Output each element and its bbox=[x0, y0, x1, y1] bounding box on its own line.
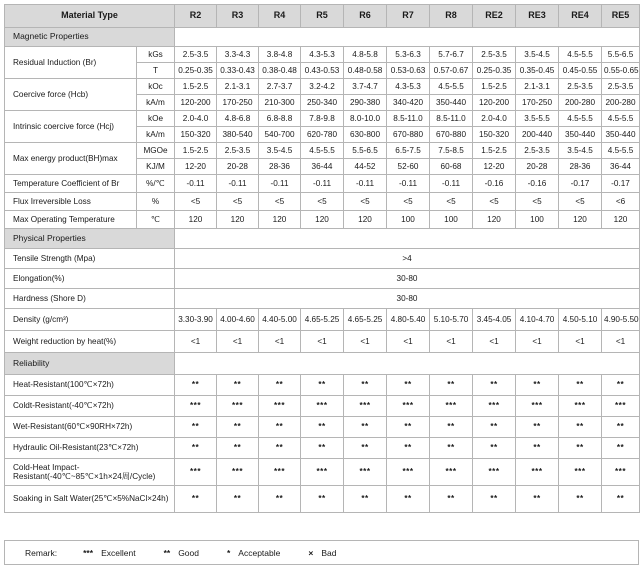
value-cell: -0.11 bbox=[301, 175, 344, 193]
value-cell: 670-880 bbox=[430, 127, 473, 143]
value-cell: 0.25-0.35 bbox=[473, 63, 516, 79]
value-cell: 2.0-4.0 bbox=[175, 111, 217, 127]
value-cell: 3.45-4.05 bbox=[473, 309, 516, 331]
value-cell: 350-440 bbox=[602, 127, 640, 143]
value-cell: 120 bbox=[602, 211, 640, 229]
header-grade: R4 bbox=[259, 5, 301, 28]
value-cell: 0.48-0.58 bbox=[344, 63, 387, 79]
value-cell: ** bbox=[430, 375, 473, 396]
remark-symbol: × bbox=[308, 547, 314, 558]
value-cell: 1.5-2.5 bbox=[175, 143, 217, 159]
section-reliability bbox=[5, 353, 640, 375]
value-cell: *** bbox=[301, 396, 344, 417]
reliability-row bbox=[5, 486, 640, 513]
value-cell: ** bbox=[175, 417, 217, 438]
section-filler bbox=[175, 28, 640, 47]
value-cell: ** bbox=[559, 486, 602, 513]
property-label: Weight reduction by heat(%) bbox=[5, 331, 175, 353]
value-cell: ** bbox=[473, 486, 516, 513]
value-cell: -0.16 bbox=[473, 175, 516, 193]
value-cell: ** bbox=[217, 438, 259, 459]
value-cell: -0.11 bbox=[217, 175, 259, 193]
reliability-row bbox=[5, 459, 640, 486]
remark-legend bbox=[4, 540, 639, 565]
value-cell: <1 bbox=[217, 331, 259, 353]
value-cell: 4.3-5.3 bbox=[301, 47, 344, 63]
value-cell: <1 bbox=[301, 331, 344, 353]
value-cell: 4.90-5.50 bbox=[602, 309, 640, 331]
value-cell: ** bbox=[516, 486, 559, 513]
unit-cell: kOe bbox=[137, 111, 175, 127]
property-label: Temperature Coefficient of Br bbox=[5, 175, 137, 193]
value-cell: 0.33-0.43 bbox=[217, 63, 259, 79]
physical-row bbox=[5, 309, 640, 331]
unit-cell: ℃ bbox=[137, 211, 175, 229]
value-cell: 200-440 bbox=[516, 127, 559, 143]
value-cell: -0.11 bbox=[344, 175, 387, 193]
value-cell: 2.5-3.5 bbox=[559, 79, 602, 95]
unit-cell: % bbox=[137, 193, 175, 211]
header-grade: RE2 bbox=[473, 5, 516, 28]
header-grade: R5 bbox=[301, 5, 344, 28]
property-label: Density (g/cm³) bbox=[5, 309, 175, 331]
value-cell: <1 bbox=[473, 331, 516, 353]
section-title: Magnetic Properties bbox=[5, 28, 175, 47]
value-cell: 120 bbox=[259, 211, 301, 229]
value-cell: ** bbox=[259, 438, 301, 459]
value-cell: <5 bbox=[387, 193, 430, 211]
unit-cell: kA/m bbox=[137, 95, 175, 111]
physical-row bbox=[5, 289, 640, 309]
value-cell: 290-380 bbox=[344, 95, 387, 111]
section-title: Reliability bbox=[5, 353, 175, 375]
value-cell: ** bbox=[430, 438, 473, 459]
remark-symbol: ** bbox=[163, 547, 171, 558]
value-cell: ** bbox=[516, 375, 559, 396]
value-cell: 100 bbox=[387, 211, 430, 229]
value-cell: 2.5-3.5 bbox=[602, 79, 640, 95]
value-cell: 4.50-5.10 bbox=[559, 309, 602, 331]
value-cell: 4.5-5.5 bbox=[602, 111, 640, 127]
value-cell: 2.1-3.1 bbox=[217, 79, 259, 95]
property-label: Soaking in Salt Water(25℃×5%NaCl×24h) bbox=[5, 486, 175, 513]
header-grade: R7 bbox=[387, 5, 430, 28]
value-cell: 0.53-0.63 bbox=[387, 63, 430, 79]
value-cell: 3.8-4.8 bbox=[259, 47, 301, 63]
unit-cell: MGOe bbox=[137, 143, 175, 159]
value-cell: 150-320 bbox=[473, 127, 516, 143]
magnetic-row bbox=[5, 111, 640, 127]
property-label: Intrinsic coercive force (Hcj) bbox=[5, 111, 137, 143]
value-cell: 3.2-4.2 bbox=[301, 79, 344, 95]
magnetic-row bbox=[5, 79, 640, 95]
value-cell: 4.10-4.70 bbox=[516, 309, 559, 331]
remark-symbol: *** bbox=[83, 547, 94, 558]
magnetic-row bbox=[5, 211, 640, 229]
value-cell: 2.5-3.5 bbox=[175, 47, 217, 63]
value-cell: ** bbox=[217, 486, 259, 513]
value-cell: <1 bbox=[430, 331, 473, 353]
value-cell: ** bbox=[301, 438, 344, 459]
value-cell: ** bbox=[559, 438, 602, 459]
header-grade: R2 bbox=[175, 5, 217, 28]
header-grade: RE4 bbox=[559, 5, 602, 28]
value-cell: ** bbox=[387, 438, 430, 459]
value-cell: *** bbox=[387, 396, 430, 417]
value-cell: 2.1-3.1 bbox=[516, 79, 559, 95]
physical-row bbox=[5, 249, 640, 269]
value-cell: -0.11 bbox=[430, 175, 473, 193]
value-cell: 3.5-4.5 bbox=[559, 143, 602, 159]
property-label: Hydraulic Oil-Resistant(23℃×72h) bbox=[5, 438, 175, 459]
value-cell: *** bbox=[301, 459, 344, 486]
value-cell: <5 bbox=[559, 193, 602, 211]
remark-label: Excellent bbox=[101, 547, 136, 558]
value-cell: *** bbox=[344, 396, 387, 417]
value-cell: 3.7-4.7 bbox=[344, 79, 387, 95]
property-label: Coercive force (Hcb) bbox=[5, 79, 137, 111]
value-cell: <5 bbox=[301, 193, 344, 211]
value-cell: *** bbox=[175, 396, 217, 417]
value-cell: *** bbox=[430, 459, 473, 486]
value-cell: ** bbox=[387, 375, 430, 396]
value-cell: 350-440 bbox=[559, 127, 602, 143]
value-cell: 120 bbox=[175, 211, 217, 229]
value-cell: 7.8-9.8 bbox=[301, 111, 344, 127]
value-cell: -0.11 bbox=[259, 175, 301, 193]
value-cell: ** bbox=[602, 438, 640, 459]
value-cell: 8.0-10.0 bbox=[344, 111, 387, 127]
merged-value: >4 bbox=[175, 249, 640, 269]
remark-symbol: * bbox=[226, 547, 231, 558]
value-cell: ** bbox=[344, 375, 387, 396]
value-cell: ** bbox=[387, 417, 430, 438]
value-cell: ** bbox=[217, 417, 259, 438]
value-cell: 670-880 bbox=[387, 127, 430, 143]
value-cell: 150-320 bbox=[175, 127, 217, 143]
value-cell: 540-700 bbox=[259, 127, 301, 143]
header-row bbox=[5, 5, 640, 28]
value-cell: *** bbox=[259, 459, 301, 486]
property-label: Max Operating Temperature bbox=[5, 211, 137, 229]
property-label: Cold-Heat Impact-Resistant(-40℃~85℃×1h×24周/Cycle) bbox=[5, 459, 175, 486]
property-label: Max energy product(BH)max bbox=[5, 143, 137, 175]
value-cell: 1.5-2.5 bbox=[175, 79, 217, 95]
value-cell: <1 bbox=[175, 331, 217, 353]
value-cell: <1 bbox=[516, 331, 559, 353]
value-cell: 8.5-11.0 bbox=[430, 111, 473, 127]
section-physical bbox=[5, 229, 640, 249]
section-filler bbox=[175, 229, 640, 249]
unit-cell: kA/m bbox=[137, 127, 175, 143]
section-magnetic bbox=[5, 28, 640, 47]
value-cell: 44-52 bbox=[344, 159, 387, 175]
value-cell: <1 bbox=[344, 331, 387, 353]
remark-title: Remark: bbox=[25, 547, 58, 558]
value-cell: <1 bbox=[259, 331, 301, 353]
value-cell: ** bbox=[344, 417, 387, 438]
section-filler bbox=[175, 353, 640, 375]
value-cell: *** bbox=[473, 459, 516, 486]
value-cell: 120 bbox=[473, 211, 516, 229]
value-cell: 12-20 bbox=[473, 159, 516, 175]
value-cell: ** bbox=[175, 486, 217, 513]
value-cell: 0.43-0.53 bbox=[301, 63, 344, 79]
value-cell: 4.80-5.40 bbox=[387, 309, 430, 331]
value-cell: 4.65-5.25 bbox=[301, 309, 344, 331]
value-cell: 4.40-5.00 bbox=[259, 309, 301, 331]
value-cell: <5 bbox=[473, 193, 516, 211]
value-cell: 0.35-0.45 bbox=[516, 63, 559, 79]
value-cell: 0.57-0.67 bbox=[430, 63, 473, 79]
magnetic-row bbox=[5, 47, 640, 63]
value-cell: ** bbox=[259, 486, 301, 513]
value-cell: 120-200 bbox=[175, 95, 217, 111]
property-label: Elongation(%) bbox=[5, 269, 175, 289]
value-cell: ** bbox=[344, 486, 387, 513]
merged-value: 30-80 bbox=[175, 289, 640, 309]
value-cell: 5.7-6.7 bbox=[430, 47, 473, 63]
reliability-row bbox=[5, 375, 640, 396]
value-cell: 340-420 bbox=[387, 95, 430, 111]
reliability-row bbox=[5, 396, 640, 417]
value-cell: 120 bbox=[217, 211, 259, 229]
value-cell: ** bbox=[259, 375, 301, 396]
remark-label: Acceptable bbox=[238, 547, 281, 558]
value-cell: ** bbox=[473, 438, 516, 459]
value-cell: 3.3-4.3 bbox=[217, 47, 259, 63]
magnetic-row bbox=[5, 143, 640, 159]
value-cell: <5 bbox=[516, 193, 559, 211]
value-cell: <1 bbox=[387, 331, 430, 353]
value-cell: 28-36 bbox=[259, 159, 301, 175]
value-cell: 2.5-3.5 bbox=[473, 47, 516, 63]
reliability-row bbox=[5, 417, 640, 438]
merged-value: 30-80 bbox=[175, 269, 640, 289]
value-cell: 630-800 bbox=[344, 127, 387, 143]
value-cell: <5 bbox=[259, 193, 301, 211]
value-cell: ** bbox=[430, 417, 473, 438]
value-cell: ** bbox=[344, 438, 387, 459]
value-cell: 20-28 bbox=[516, 159, 559, 175]
value-cell: *** bbox=[175, 459, 217, 486]
value-cell: 5.5-6.5 bbox=[602, 47, 640, 63]
property-label: Heat-Resistant(100℃×72h) bbox=[5, 375, 175, 396]
property-label: Tensile Strength (Mpa) bbox=[5, 249, 175, 269]
value-cell: 2.7-3.7 bbox=[259, 79, 301, 95]
value-cell: 120-200 bbox=[473, 95, 516, 111]
value-cell: ** bbox=[473, 375, 516, 396]
value-cell: ** bbox=[301, 486, 344, 513]
remark-label: Good bbox=[178, 547, 199, 558]
value-cell: 60-68 bbox=[430, 159, 473, 175]
value-cell: ** bbox=[301, 375, 344, 396]
property-label: Wet-Resistant(60℃×90RH×72h) bbox=[5, 417, 175, 438]
value-cell: *** bbox=[473, 396, 516, 417]
value-cell: 120 bbox=[559, 211, 602, 229]
value-cell: *** bbox=[602, 396, 640, 417]
value-cell: 3.5-5.5 bbox=[516, 111, 559, 127]
value-cell: ** bbox=[559, 375, 602, 396]
value-cell: 200-280 bbox=[602, 95, 640, 111]
value-cell: 1.5-2.5 bbox=[473, 79, 516, 95]
value-cell: 20-28 bbox=[217, 159, 259, 175]
value-cell: 0.25-0.35 bbox=[175, 63, 217, 79]
value-cell: 3.5-4.5 bbox=[516, 47, 559, 63]
value-cell: ** bbox=[516, 417, 559, 438]
value-cell: <5 bbox=[217, 193, 259, 211]
header-material-type: Material Type bbox=[5, 5, 175, 28]
value-cell: <1 bbox=[602, 331, 640, 353]
header-grade: R3 bbox=[217, 5, 259, 28]
value-cell: 120 bbox=[344, 211, 387, 229]
value-cell: 12-20 bbox=[175, 159, 217, 175]
value-cell: 4.5-5.5 bbox=[602, 143, 640, 159]
value-cell: -0.11 bbox=[387, 175, 430, 193]
value-cell: 52-60 bbox=[387, 159, 430, 175]
properties-table bbox=[4, 4, 640, 513]
value-cell: 4.5-5.5 bbox=[301, 143, 344, 159]
value-cell: ** bbox=[301, 417, 344, 438]
value-cell: *** bbox=[602, 459, 640, 486]
value-cell: 36-44 bbox=[602, 159, 640, 175]
header-grade: R8 bbox=[430, 5, 473, 28]
value-cell: 2.5-3.5 bbox=[217, 143, 259, 159]
value-cell: -0.17 bbox=[602, 175, 640, 193]
value-cell: <5 bbox=[175, 193, 217, 211]
value-cell: 170-250 bbox=[217, 95, 259, 111]
value-cell: *** bbox=[559, 396, 602, 417]
value-cell: *** bbox=[387, 459, 430, 486]
value-cell: -0.11 bbox=[175, 175, 217, 193]
value-cell: *** bbox=[259, 396, 301, 417]
remark-label: Bad bbox=[321, 547, 337, 558]
unit-cell: KJ/M bbox=[137, 159, 175, 175]
value-cell: *** bbox=[430, 396, 473, 417]
value-cell: <5 bbox=[344, 193, 387, 211]
value-cell: 4.5-5.5 bbox=[430, 79, 473, 95]
value-cell: 100 bbox=[516, 211, 559, 229]
value-cell: ** bbox=[175, 375, 217, 396]
value-cell: <6 bbox=[602, 193, 640, 211]
value-cell: 3.5-4.5 bbox=[259, 143, 301, 159]
value-cell: 28-36 bbox=[559, 159, 602, 175]
value-cell: 4.8-6.8 bbox=[217, 111, 259, 127]
magnetic-row bbox=[5, 175, 640, 193]
value-cell: 6.8-8.8 bbox=[259, 111, 301, 127]
value-cell: 170-250 bbox=[516, 95, 559, 111]
value-cell: ** bbox=[602, 375, 640, 396]
value-cell: <5 bbox=[430, 193, 473, 211]
value-cell: *** bbox=[516, 459, 559, 486]
value-cell: *** bbox=[559, 459, 602, 486]
property-label: Flux Irreversible Loss bbox=[5, 193, 137, 211]
header-grade: R6 bbox=[344, 5, 387, 28]
value-cell: ** bbox=[259, 417, 301, 438]
value-cell: ** bbox=[559, 417, 602, 438]
value-cell: ** bbox=[602, 486, 640, 513]
unit-cell: kGs bbox=[137, 47, 175, 63]
value-cell: *** bbox=[217, 396, 259, 417]
magnetic-row bbox=[5, 193, 640, 211]
value-cell: 210-300 bbox=[259, 95, 301, 111]
value-cell: 36-44 bbox=[301, 159, 344, 175]
value-cell: -0.16 bbox=[516, 175, 559, 193]
value-cell: *** bbox=[344, 459, 387, 486]
value-cell: 620-780 bbox=[301, 127, 344, 143]
physical-row bbox=[5, 269, 640, 289]
physical-row bbox=[5, 331, 640, 353]
property-label: Coldt-Resistant(-40℃×72h) bbox=[5, 396, 175, 417]
value-cell: 0.45-0.55 bbox=[559, 63, 602, 79]
unit-cell: kOc bbox=[137, 79, 175, 95]
value-cell: 120 bbox=[301, 211, 344, 229]
value-cell: 3.30-3.90 bbox=[175, 309, 217, 331]
section-title: Physical Properties bbox=[5, 229, 175, 249]
value-cell: <1 bbox=[559, 331, 602, 353]
value-cell: 1.5-2.5 bbox=[473, 143, 516, 159]
value-cell: ** bbox=[430, 486, 473, 513]
value-cell: 7.5-8.5 bbox=[430, 143, 473, 159]
value-cell: ** bbox=[473, 417, 516, 438]
value-cell: 4.5-5.5 bbox=[559, 111, 602, 127]
value-cell: *** bbox=[516, 396, 559, 417]
property-label: Residual Induction (Br) bbox=[5, 47, 137, 79]
value-cell: 250-340 bbox=[301, 95, 344, 111]
value-cell: 8.5-11.0 bbox=[387, 111, 430, 127]
header-grade: RE3 bbox=[516, 5, 559, 28]
value-cell: 200-280 bbox=[559, 95, 602, 111]
value-cell: 5.5-6.5 bbox=[344, 143, 387, 159]
value-cell: *** bbox=[217, 459, 259, 486]
value-cell: 350-440 bbox=[430, 95, 473, 111]
value-cell: 2.5-3.5 bbox=[516, 143, 559, 159]
value-cell: 5.10-5.70 bbox=[430, 309, 473, 331]
value-cell: 6.5-7.5 bbox=[387, 143, 430, 159]
value-cell: 4.8-5.8 bbox=[344, 47, 387, 63]
value-cell: ** bbox=[516, 438, 559, 459]
reliability-row bbox=[5, 438, 640, 459]
unit-cell: %/℃ bbox=[137, 175, 175, 193]
property-label: Hardness (Shore D) bbox=[5, 289, 175, 309]
value-cell: 4.65-5.25 bbox=[344, 309, 387, 331]
value-cell: 5.3-6.3 bbox=[387, 47, 430, 63]
value-cell: 0.55-0.65 bbox=[602, 63, 640, 79]
value-cell: ** bbox=[217, 375, 259, 396]
value-cell: ** bbox=[602, 417, 640, 438]
value-cell: 380-540 bbox=[217, 127, 259, 143]
value-cell: 0.38-0.48 bbox=[259, 63, 301, 79]
value-cell: ** bbox=[387, 486, 430, 513]
value-cell: ** bbox=[175, 438, 217, 459]
value-cell: -0.17 bbox=[559, 175, 602, 193]
value-cell: 4.3-5.3 bbox=[387, 79, 430, 95]
value-cell: 4.00-4.60 bbox=[217, 309, 259, 331]
value-cell: 4.5-5.5 bbox=[559, 47, 602, 63]
header-grade: RE5 bbox=[602, 5, 640, 28]
value-cell: 100 bbox=[430, 211, 473, 229]
unit-cell: T bbox=[137, 63, 175, 79]
value-cell: 2.0-4.0 bbox=[473, 111, 516, 127]
